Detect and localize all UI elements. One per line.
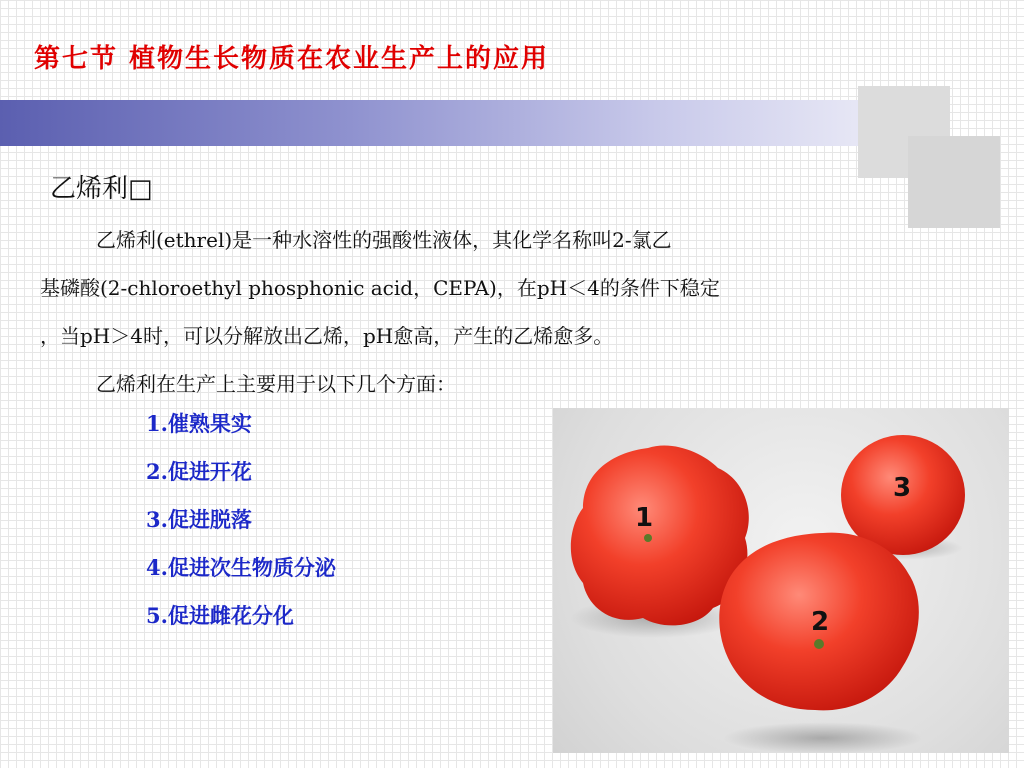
header-gradient-band: [0, 100, 875, 146]
paragraph-line: 乙烯利(ethrel)是一种水溶性的强酸性液体，其化学名称叫2-氯乙: [96, 228, 672, 252]
body-paragraph: [40, 216, 900, 408]
paragraph-line: ，当pH＞4时，可以分解放出乙烯，pH愈高，产生的乙烯愈多。: [40, 324, 614, 348]
section-subheading: 乙烯利□: [50, 174, 153, 204]
tomato-label-2: 2: [811, 607, 830, 637]
list-item: 5.促进雌花分化: [146, 603, 294, 628]
decorative-square-bottom: [908, 136, 1000, 228]
list-item: 3.促进脱落: [146, 507, 252, 532]
tomato-photo: [553, 408, 1009, 753]
list-item: 1.催熟果实: [146, 411, 252, 436]
paragraph-line: 基磷酸(2-chloroethyl phosphonic acid，CEPA)，在pH＜4的条件下稳定: [40, 276, 720, 300]
paragraph-line: 乙烯利在生产上主要用于以下几个方面：: [96, 372, 456, 396]
list-item: 4.促进次生物质分泌: [146, 555, 336, 580]
application-list: [146, 406, 336, 646]
list-item: 2.促进开花: [146, 459, 252, 484]
tomato-label-3: 3: [893, 473, 912, 503]
tomato-label-1: 1: [635, 503, 654, 533]
slide-title: 第七节 植物生长物质在农业生产上的应用: [34, 44, 550, 74]
